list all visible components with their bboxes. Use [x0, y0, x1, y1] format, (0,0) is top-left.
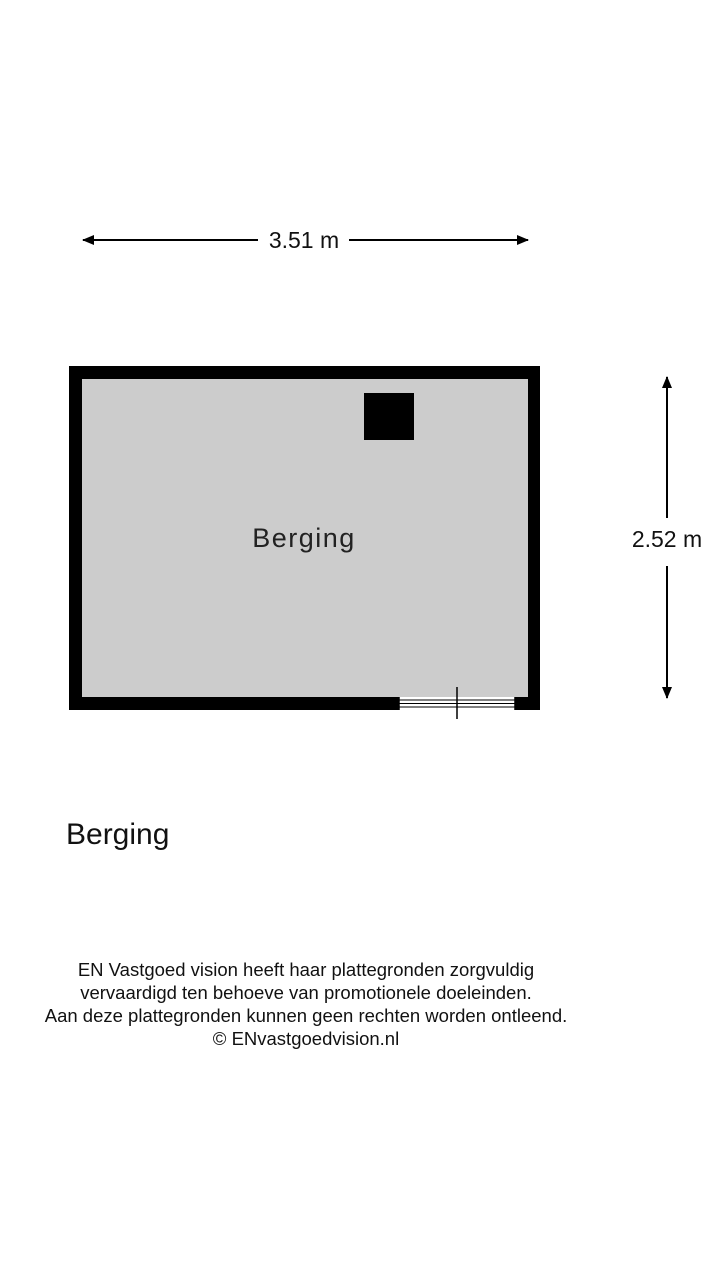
room-berging — [69, 366, 540, 719]
height-dimension — [632, 377, 702, 698]
disclaimer-line-2: vervaardigd ten behoeve van promotionele doeleinden. — [80, 982, 532, 1003]
disclaimer-line-1: EN Vastgoed vision heeft haar plattegronden zorgvuldig — [77, 959, 535, 980]
width-dimension — [83, 227, 528, 253]
height-dimension-label: 2.52 m — [631, 526, 703, 552]
floor-title: Berging — [66, 818, 170, 851]
room-label: Berging — [252, 523, 356, 553]
width-dimension-label: 3.51 m — [268, 227, 340, 253]
column-block — [364, 393, 414, 440]
disclaimer — [0, 958, 612, 1050]
disclaimer-copyright: © ENvastgoedvision.nl — [212, 1028, 400, 1049]
disclaimer-line-3: Aan deze plattegronden kunnen geen rechten worden ontleend. — [44, 1005, 568, 1026]
